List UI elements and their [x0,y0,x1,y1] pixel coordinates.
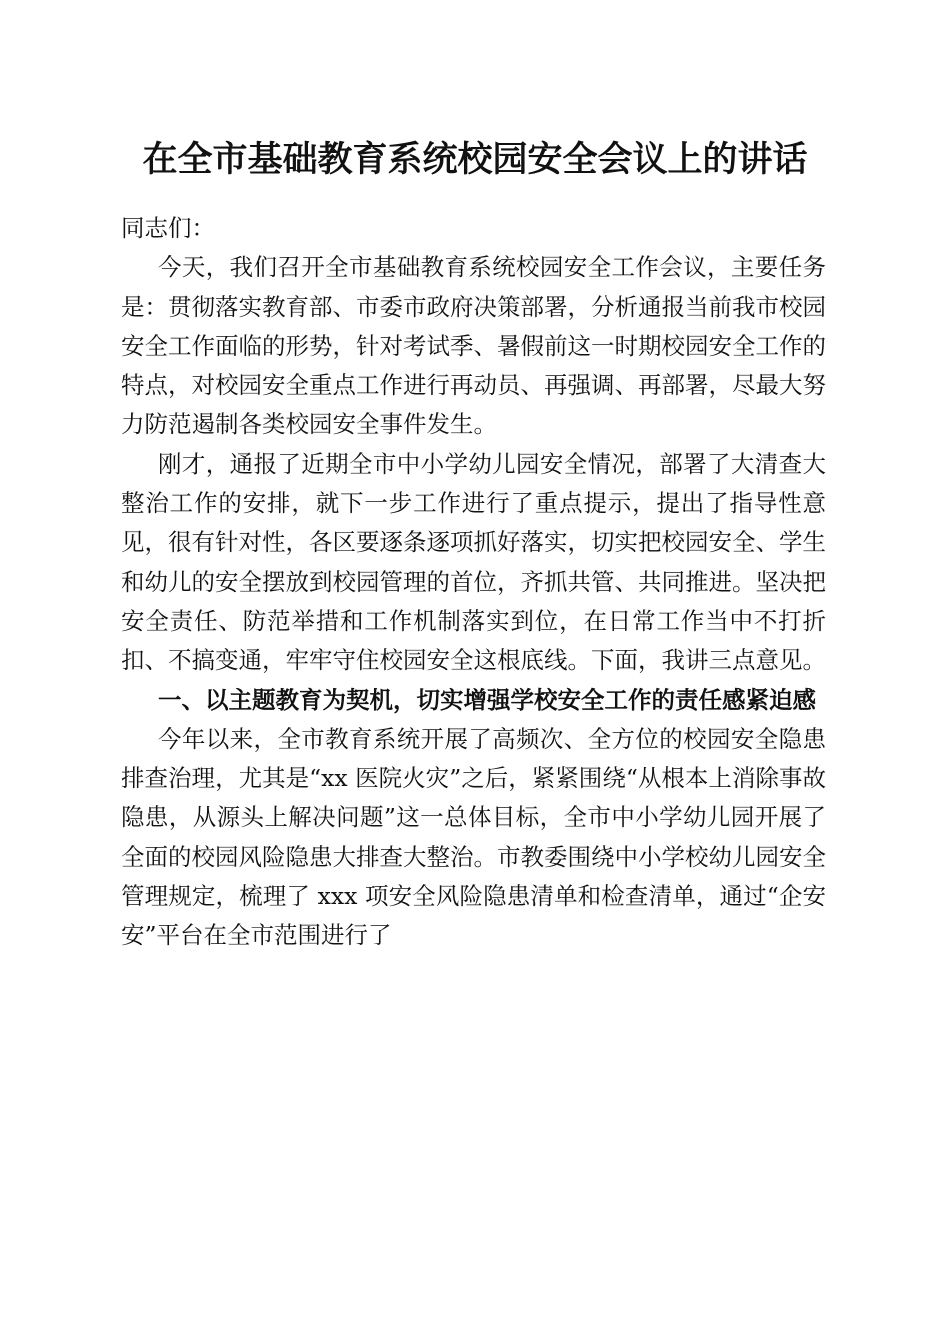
section-1-paragraph: 今年以来，全市教育系统开展了高频次、全方位的校园安全隐患排查治理，尤其是“xx 医院火灾”之后，紧紧围绕“从根本上消除事故隐患，从源头上解决问题”这一总体目标，全市中小学幼儿园开展了全面的校园风险隐患大排查大整治。市教委围绕中小学校幼儿园安全管理规定，梳理了 xxx 项安全风险隐患清单和检查清单，通过“企安安”平台在全市范围进行了 [121,724,826,950]
salutation: 同志们： [121,214,215,242]
document-title: 在全市基础教育系统校园安全会议上的讲话 [142,139,808,180]
paragraph-summary: 刚才，通报了近期全市中小学幼儿园安全情况，部署了大清查大整治工作的安排，就下一步工作进行了重点提示，提出了指导性意见，很有针对性，各区要逐条逐项抓好落实，切实把校园安全、学生和幼儿的安全摆放到校园管理的首位，齐抓共管、共同推进。坚决把安全责任、防范举措和工作机制落实到位，在日常工作当中不打折扣、不搞变通，牢牢守住校园安全这根底线。下面，我讲三点意见。 [121,449,826,675]
paragraph-opening: 今天，我们召开全市基础教育系统校园安全工作会议，主要任务是：贯彻落实教育部、市委市政府决策部署，分析通报当前我市校园安全工作面临的形势，针对考试季、暑假前这一时期校园安全工作的特点，对校园安全重点工作进行再动员、再强调、再部署，尽最大努力防范遏制各类校园安全事件发生。 [121,253,826,439]
section-heading-1: 一、以主题教育为契机，切实增强学校安全工作的责任感紧迫感 [158,685,816,714]
document-body [121,209,826,956]
